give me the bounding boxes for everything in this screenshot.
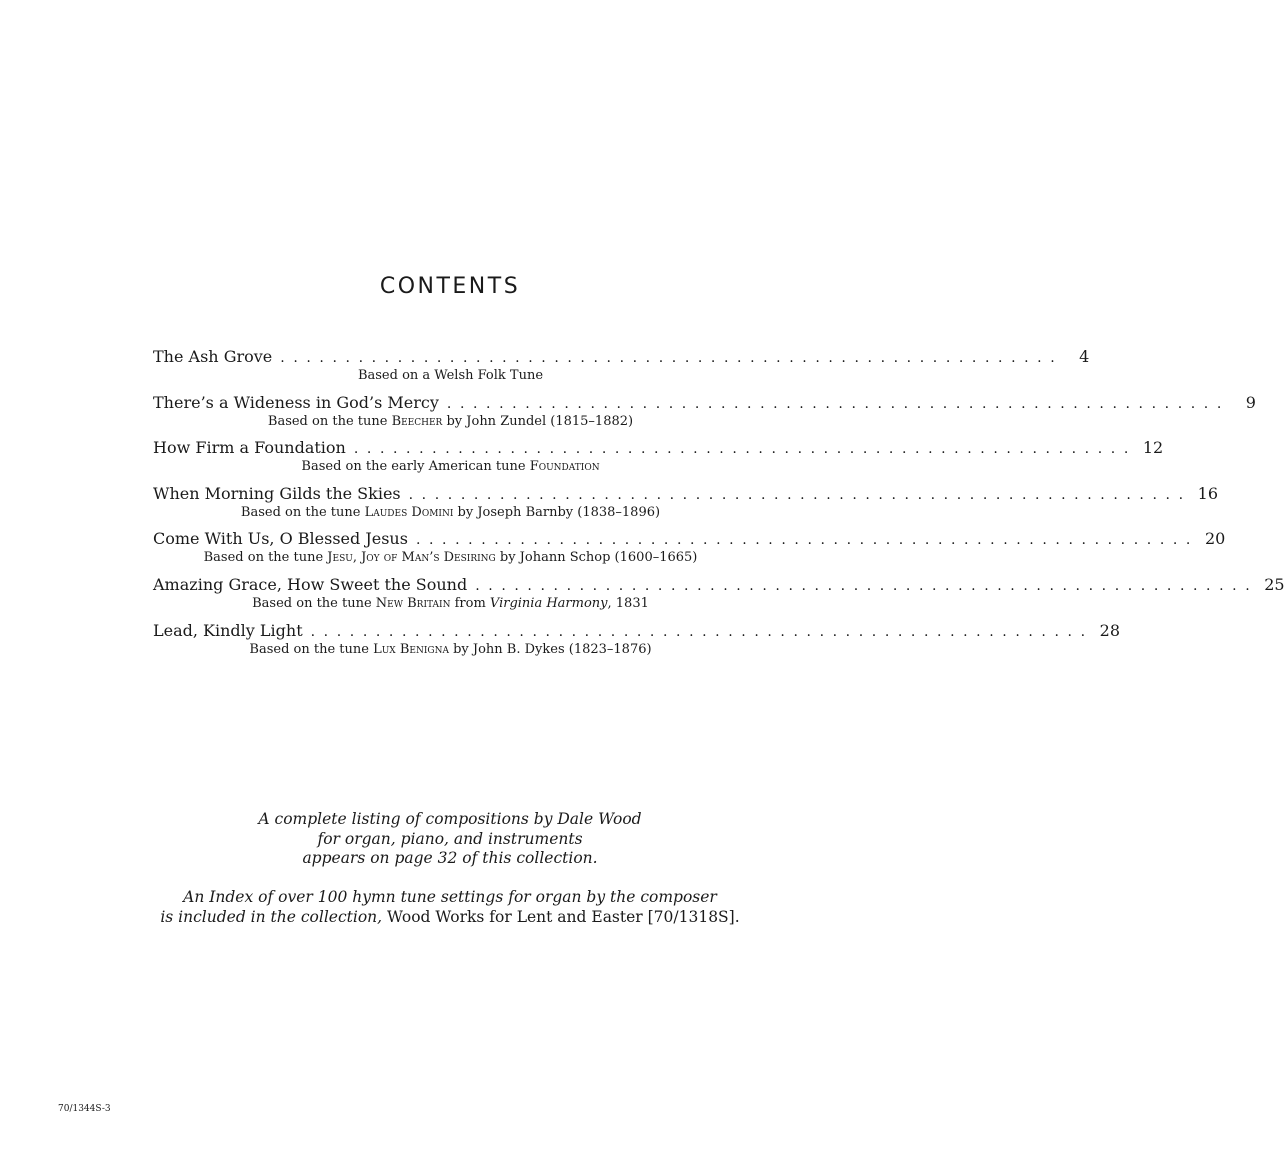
tune-name: Beecher	[391, 413, 443, 429]
subtitle-text: Based on the tune	[267, 413, 392, 429]
toc-entry-line	[153, 392, 1256, 415]
toc-entry-subtitle	[153, 506, 748, 520]
toc-entry-line	[153, 528, 1226, 551]
toc-entry	[153, 620, 1120, 666]
toc-entry-subtitle	[153, 460, 748, 474]
toc-entry-title: How Firm a Foundation	[153, 438, 346, 458]
catalog-code: 70/1344S-3	[58, 1104, 111, 1114]
compositions-listing-note	[0, 810, 900, 869]
toc-entry-subtitle	[153, 597, 748, 611]
dot-leader: ............................................................	[280, 350, 1064, 366]
toc-entry-subtitle	[153, 643, 748, 657]
toc-entry	[153, 437, 1164, 483]
subtitle-text: from	[450, 595, 490, 611]
toc-entry-line	[153, 346, 1090, 369]
toc-entry-title: Come With Us, O Blessed Jesus	[153, 529, 408, 549]
toc-entry-page-number: 20	[1204, 529, 1226, 549]
toc-entry	[153, 392, 1256, 438]
toc-entry-page-number: 16	[1197, 483, 1218, 503]
toc-entry	[153, 528, 1226, 574]
toc-entry	[153, 483, 1218, 529]
toc-entry-page-number: 9	[1245, 392, 1256, 412]
subtitle-text: Based on the early American tune	[301, 459, 530, 475]
note-line: for organ, piano, and instruments	[317, 829, 583, 848]
page-title: CONTENTS	[379, 274, 521, 299]
toc-entry-line	[153, 574, 1285, 597]
subtitle-text: Based on the tune	[203, 550, 328, 566]
tune-name: Lux Benigna	[373, 641, 449, 657]
toc-entry-title: There’s a Wideness in God’s Mercy	[153, 392, 439, 412]
collection-reference: Wood Works for Lent and Easter [70/1318S].	[382, 907, 740, 926]
toc-entry	[153, 574, 1285, 620]
subtitle-text: Based on the tune	[252, 595, 376, 611]
tune-name: Jesu, Joy of Man’s Desiring	[327, 550, 496, 566]
toc-entry	[153, 346, 1090, 392]
tune-name: Laudes Domini	[364, 504, 454, 520]
source-title: Virginia Harmony	[489, 595, 608, 611]
toc-entry-page-number: 25	[1264, 574, 1285, 594]
index-note	[0, 888, 900, 927]
toc-entry-line	[153, 437, 1164, 460]
note-line: An Index of over 100 hymn tune settings for organ by the composer	[183, 888, 717, 906]
subtitle-text: Based on the tune	[249, 641, 374, 657]
tune-name: New Britain	[375, 595, 451, 611]
subtitle-text: by Joseph Barnby (1838–1896)	[453, 504, 661, 520]
toc-entry-subtitle	[153, 415, 748, 429]
table-of-contents	[153, 346, 1285, 665]
note-line: appears on page 32 of this collection.	[302, 849, 598, 867]
dot-leader: ............................................................	[446, 395, 1230, 412]
toc-entry-subtitle	[153, 551, 748, 565]
toc-entry-subtitle	[153, 369, 748, 383]
subtitle-text: by Johann Schop (1600–1665)	[495, 550, 698, 566]
subtitle-text: Based on the tune	[240, 504, 365, 520]
toc-entry-title: When Morning Gilds the Skies	[153, 483, 401, 503]
toc-entry-page-number: 12	[1142, 438, 1164, 458]
tune-name: Foundation	[529, 459, 600, 475]
dot-leader: ............................................................	[408, 486, 1192, 503]
toc-entry-page-number: 4	[1079, 347, 1090, 366]
dot-leader: ............................................................	[475, 577, 1259, 594]
dot-leader: ............................................................	[415, 532, 1199, 549]
toc-entry-title: Amazing Grace, How Sweet the Sound	[153, 574, 468, 594]
toc-entry-page-number: 28	[1099, 620, 1120, 640]
note-line: A complete listing of compositions by Dale Wood	[258, 810, 642, 828]
note-line: is included in the collection,	[160, 907, 383, 926]
subtitle-text: Based on a Welsh Folk Tune	[357, 368, 544, 383]
dot-leader: ............................................................	[353, 441, 1137, 458]
toc-entry-line	[153, 483, 1218, 506]
subtitle-text: , 1831	[607, 595, 649, 611]
subtitle-text: by John Zundel (1815–1882)	[442, 413, 634, 429]
toc-entry-title: Lead, Kindly Light	[153, 620, 303, 640]
toc-entry-title: The Ash Grove	[153, 347, 273, 366]
toc-entry-line	[153, 620, 1120, 643]
dot-leader: ............................................................	[310, 623, 1094, 640]
subtitle-text: by John B. Dykes (1823–1876)	[448, 641, 652, 657]
